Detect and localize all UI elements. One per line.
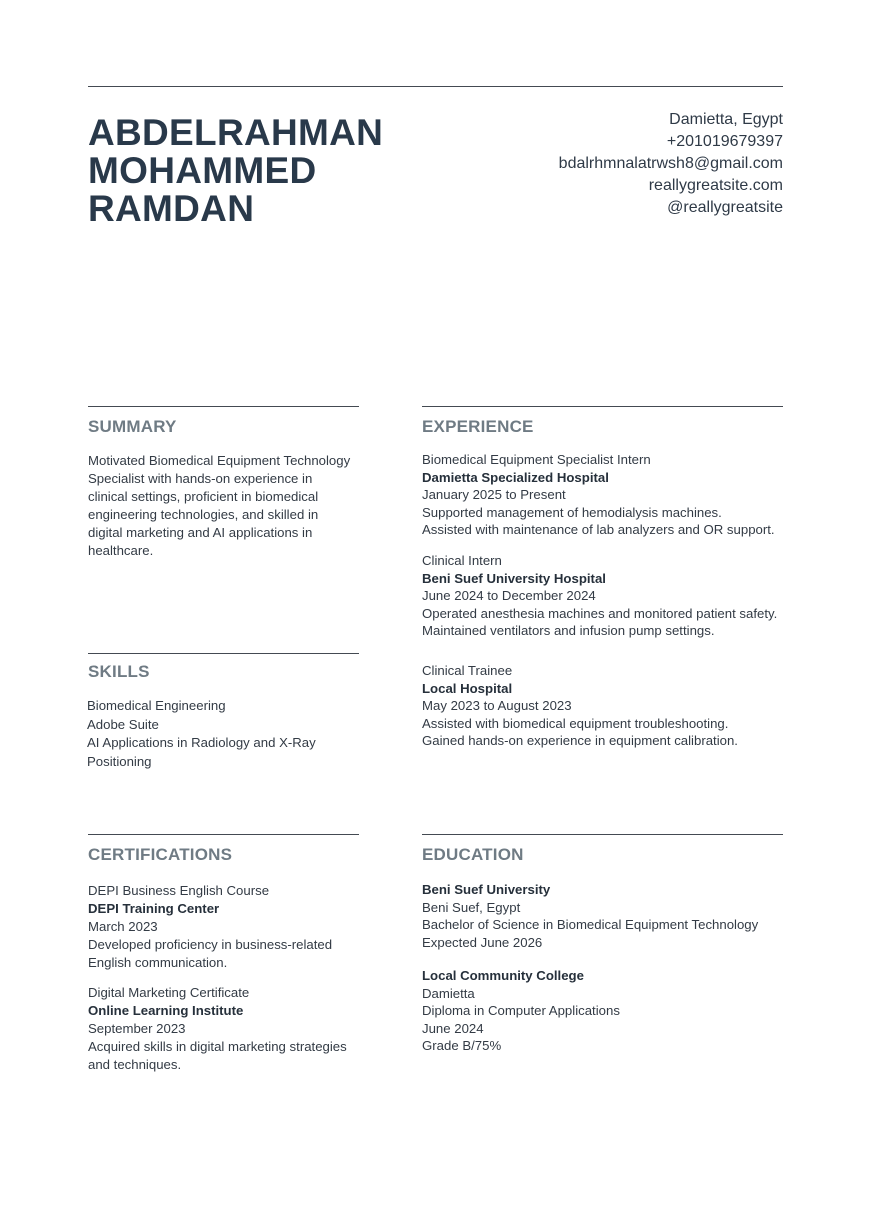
experience-org: Local Hospital [422, 680, 513, 696]
education-line: Grade B/75% [422, 1038, 502, 1054]
certification-entry [88, 984, 347, 1074]
experience-divider [422, 406, 783, 407]
certification-date: September 2023 [88, 1021, 186, 1036]
experience-role: Biomedical Equipment Specialist Intern [422, 452, 651, 467]
certification-line: Acquired skills in digital marketing strategies [88, 1039, 347, 1054]
summary-line: clinical settings, proficient in biomedical [88, 489, 319, 504]
skill-item: Adobe Suite [87, 716, 159, 732]
education-line: Diploma in Computer Applications [422, 1003, 620, 1019]
certification-line: and techniques. [88, 1057, 182, 1072]
experience-date: January 2025 to Present [422, 487, 566, 503]
education-line: June 2024 [422, 1020, 484, 1036]
experience-role: Clinical Intern [422, 553, 502, 568]
education-line: Bachelor of Science in Biomedical Equipment Technology [422, 917, 759, 933]
certification-title: Digital Marketing Certificate [88, 985, 250, 1000]
education-line: Expected June 2026 [422, 934, 543, 950]
skills-list [87, 697, 316, 772]
experience-line: Maintained ventilators and infusion pump settings. [422, 623, 715, 639]
experience-line: Supported management of hemodialysis machines. [422, 504, 722, 520]
experience-line: Operated anesthesia machines and monitored patient safety. [422, 605, 778, 621]
summary-line: Motivated Biomedical Equipment Technology [88, 453, 351, 468]
experience-heading: EXPERIENCE [422, 417, 534, 436]
certification-line: Developed proficiency in business-related [88, 937, 333, 952]
experience-entry [422, 662, 738, 750]
experience-entry [422, 552, 777, 640]
contact-website[interactable]: reallygreatsite.com [648, 177, 783, 194]
education-divider [422, 834, 783, 835]
name-line-3: RAMDAN [88, 188, 255, 229]
candidate-name [88, 114, 488, 228]
education-entry [422, 967, 620, 1055]
experience-line: Gained hands-on experience in equipment calibration. [422, 733, 738, 749]
contact-phone[interactable]: +201019679397 [666, 133, 783, 150]
experience-date: May 2023 to August 2023 [422, 698, 572, 714]
skill-item: Biomedical Engineering [87, 698, 226, 713]
education-heading: EDUCATION [422, 845, 524, 864]
summary-divider [88, 406, 359, 407]
experience-date: June 2024 to December 2024 [422, 588, 596, 604]
skills-heading: SKILLS [88, 662, 150, 681]
certification-date: March 2023 [88, 919, 158, 934]
certification-entry [88, 882, 332, 972]
certification-org: Online Learning Institute [88, 1003, 244, 1018]
education-entry [422, 881, 758, 951]
certifications-divider [88, 834, 359, 835]
name-line-2: MOHAMMED [88, 150, 317, 191]
name-line-1: ABDELRAHMAN [88, 112, 384, 153]
certifications-heading: CERTIFICATIONS [88, 845, 233, 864]
experience-org: Beni Suef University Hospital [422, 570, 606, 586]
certification-line: English communication. [88, 955, 228, 970]
experience-entry [422, 451, 775, 539]
summary-heading: SUMMARY [88, 417, 177, 436]
summary-line: Specialist with hands-on experience in [88, 471, 313, 486]
experience-line: Assisted with biomedical equipment troubleshooting. [422, 715, 729, 731]
experience-line: Assisted with maintenance of lab analyzers and OR support. [422, 522, 775, 538]
top-divider [88, 86, 783, 87]
education-line: Beni Suef, Egypt [422, 899, 521, 915]
experience-org: Damietta Specialized Hospital [422, 469, 609, 485]
education-line: Damietta [422, 985, 475, 1001]
skills-divider [88, 653, 359, 654]
skill-item: Positioning [87, 754, 152, 770]
contact-block [559, 109, 783, 219]
summary-text [88, 452, 350, 560]
contact-social[interactable]: @reallygreatsite [667, 199, 783, 216]
skill-item: AI Applications in Radiology and X-Ray [87, 735, 316, 751]
education-school: Local Community College [422, 968, 584, 983]
certification-org: DEPI Training Center [88, 901, 220, 916]
contact-location: Damietta, Egypt [669, 111, 783, 128]
summary-line: healthcare. [88, 543, 154, 558]
education-school: Beni Suef University [422, 882, 551, 897]
summary-line: engineering technologies, and skilled in [88, 507, 319, 522]
summary-line: digital marketing and AI applications in [88, 525, 313, 540]
contact-email[interactable]: bdalrhmnalatrwsh8@gmail.com [558, 155, 783, 172]
experience-role: Clinical Trainee [422, 663, 513, 678]
certification-title: DEPI Business English Course [88, 883, 270, 898]
